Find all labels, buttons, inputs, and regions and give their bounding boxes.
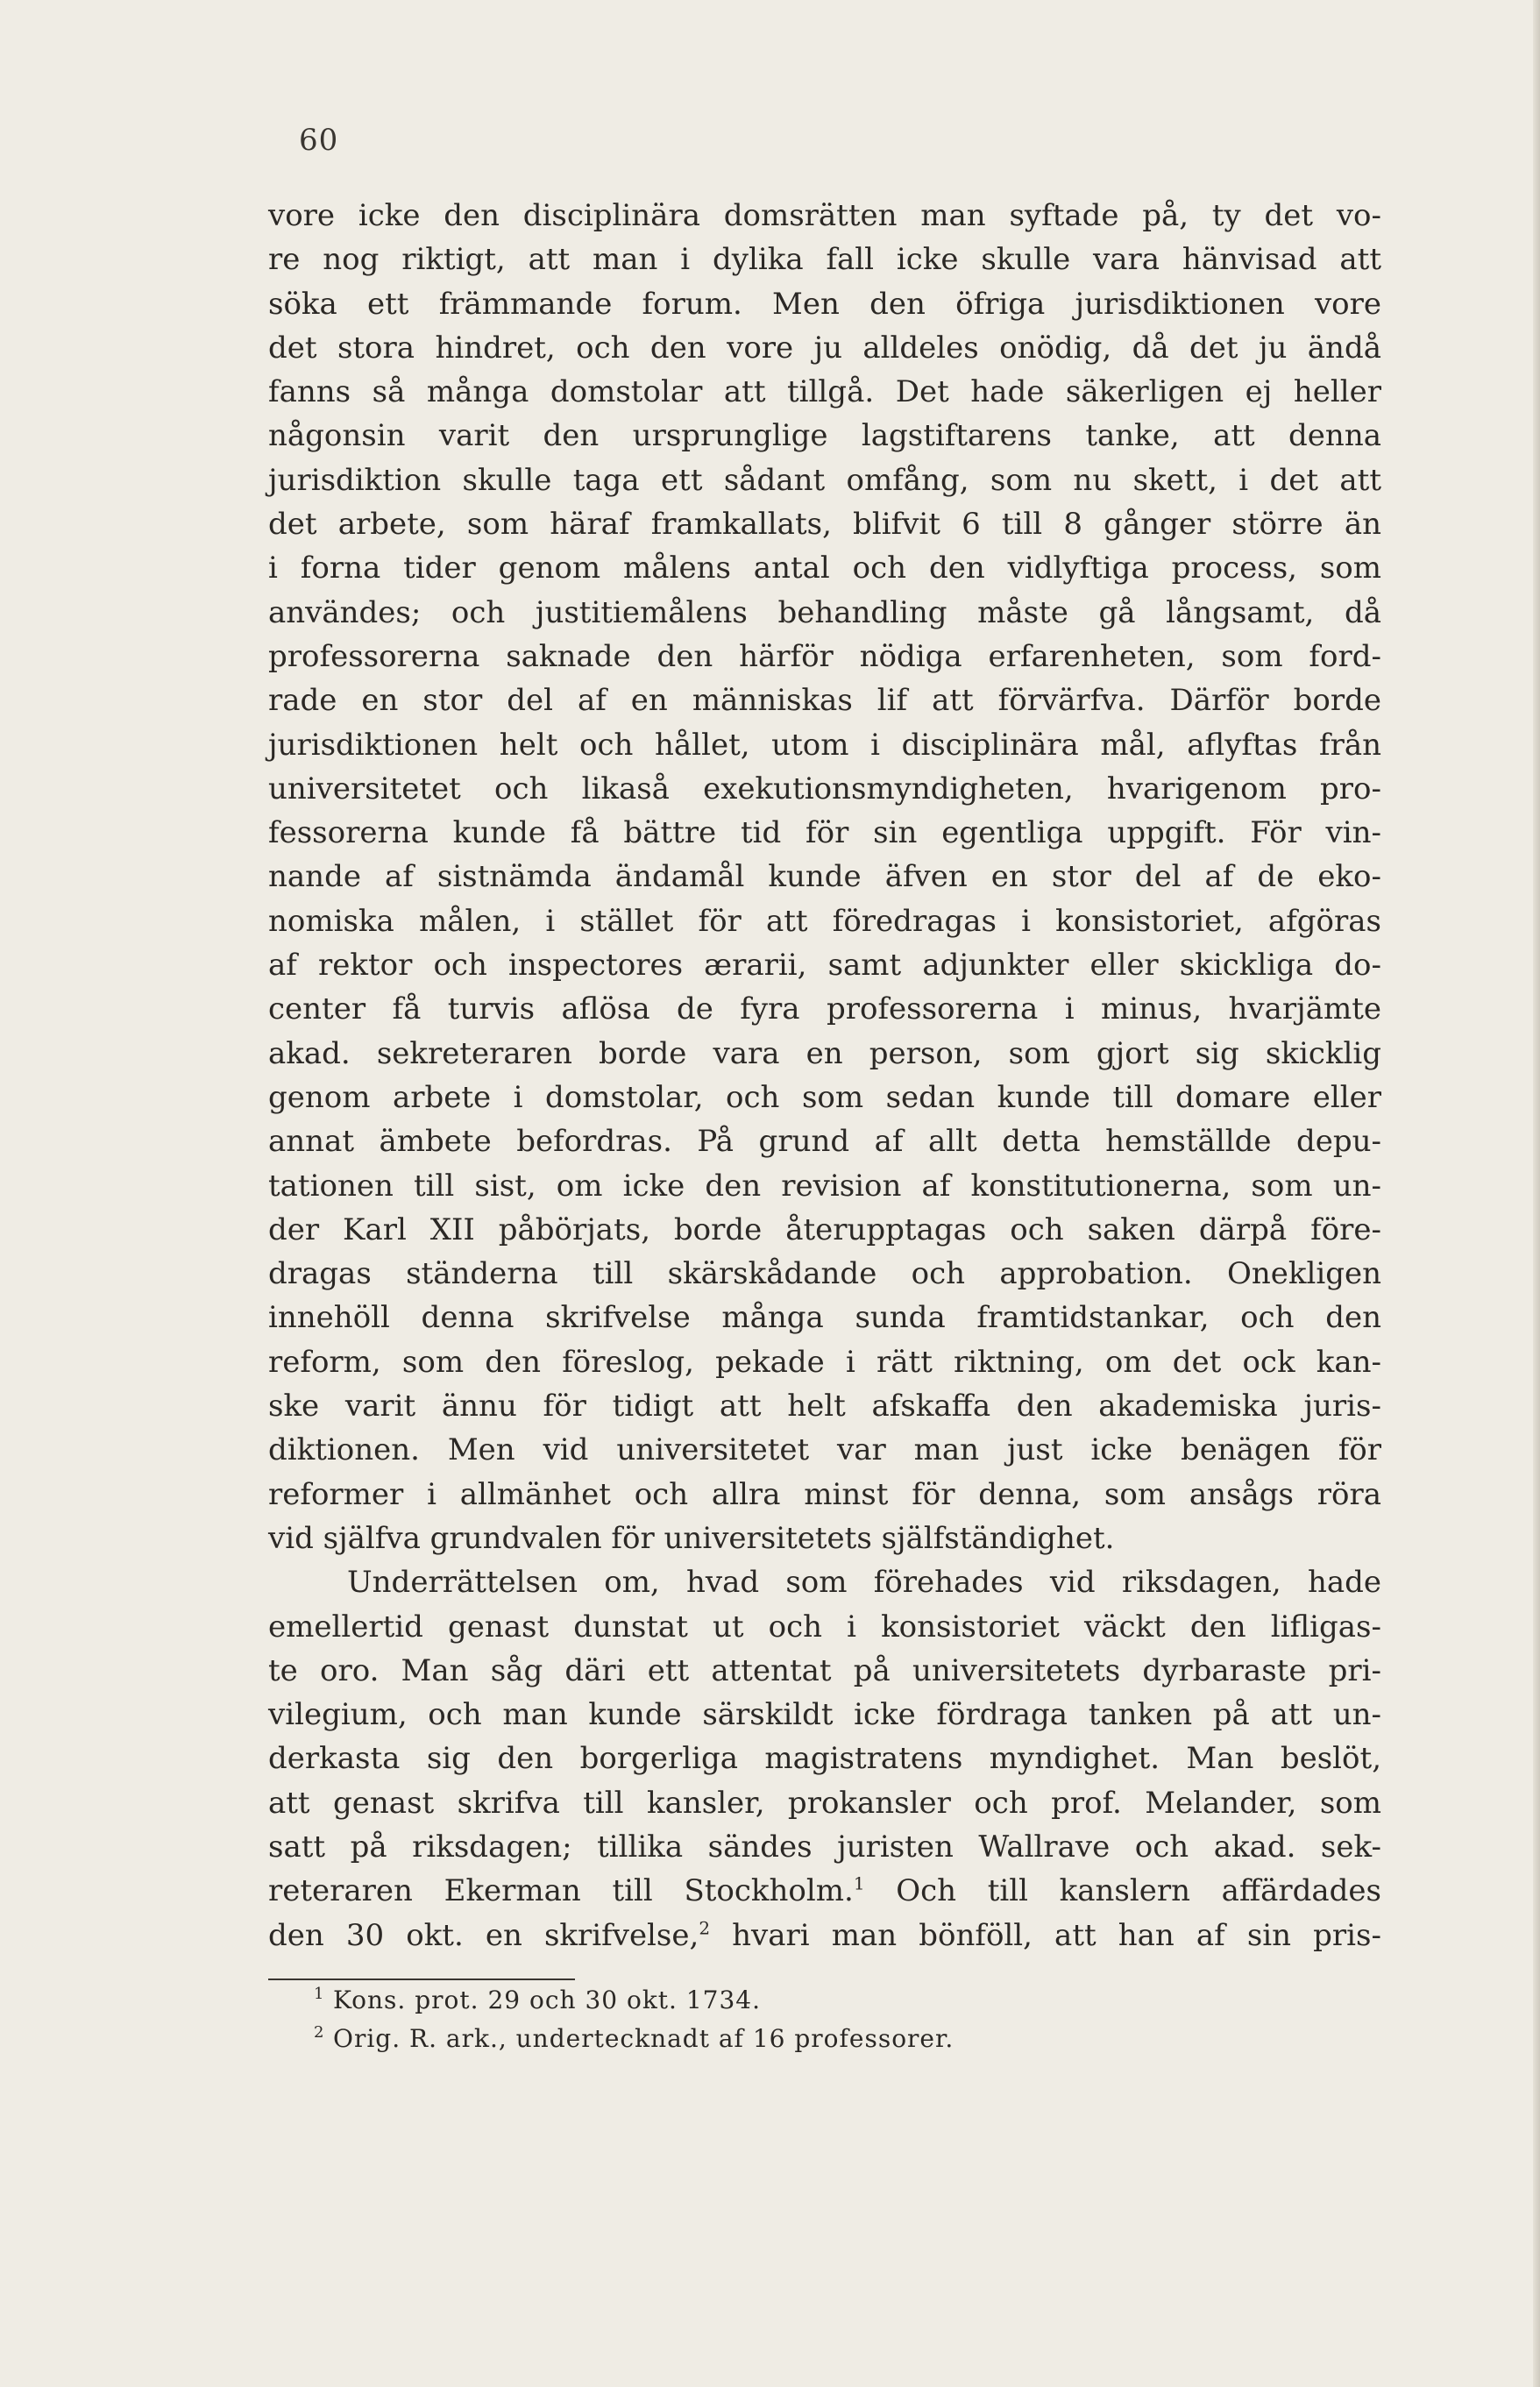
text-line: center få turvis aflösa de fyra professorerna i minus, hvarjämte bbox=[268, 991, 1381, 1027]
footnote-text: Kons. prot. 29 och 30 okt. 1734. bbox=[333, 1986, 762, 2014]
footnote-mark: 1 bbox=[314, 1985, 325, 2003]
footnote-marker: 1 bbox=[853, 1872, 865, 1894]
text-line: rade en stor del af en människas lif att förvärfva. Därför borde bbox=[268, 683, 1381, 719]
text-line: akad. sekreteraren borde vara en person, som gjort sig skicklig bbox=[268, 1035, 1381, 1071]
text-line: någonsin varit den ursprunglige lagstiftarens tanke, att denna bbox=[268, 418, 1381, 454]
text-line: diktionen. Men vid universitetet var man just icke benägen för bbox=[268, 1432, 1381, 1468]
text-line: emellertid genast dunstat ut och i konsistoriet väckt den lifligas- bbox=[268, 1609, 1381, 1645]
text-line: det arbete, som häraf framkallats, blifvit 6 till 8 gånger större än bbox=[268, 507, 1381, 543]
body-text bbox=[268, 194, 1381, 1957]
text-line: innehöll denna skrifvelse många sunda framtidstankar, och den bbox=[268, 1300, 1381, 1336]
text-line: universitetet och likaså exekutionsmyndigheten, hvarigenom pro- bbox=[268, 771, 1381, 806]
text-line: annat ämbete befordras. På grund af allt detta hemställde depu- bbox=[268, 1124, 1381, 1160]
text-line: af rektor och inspectores ærarii, samt adjunkter eller skickliga do- bbox=[268, 948, 1381, 984]
text-line: professorerna saknade den härför nödiga erfarenheten, som ford- bbox=[268, 638, 1381, 674]
text-line: i forna tider genom målens antal och den vidlyftiga process, som bbox=[268, 551, 1381, 586]
text-line: vilegium, och man kunde särskildt icke fördraga tanken på att un- bbox=[268, 1697, 1381, 1733]
text-line: reform, som den föreslog, pekade i rätt riktning, om det ock kan- bbox=[268, 1344, 1381, 1380]
text-line: derkasta sig den borgerliga magistratens myndighet. Man beslöt, bbox=[268, 1741, 1381, 1777]
text-line: tationen till sist, om icke den revision af konstitutionerna, som un- bbox=[268, 1168, 1381, 1204]
text-line: reformer i allmänhet och allra minst för denna, som ansågs röra bbox=[268, 1476, 1381, 1512]
text-line: dragas ständerna till skärskådande och approbation. Onekligen bbox=[268, 1256, 1381, 1292]
text-line: fessorerna kunde få bättre tid för sin egentliga uppgift. För vin- bbox=[268, 815, 1381, 851]
paragraph-2 bbox=[268, 1560, 1381, 1957]
footnotes bbox=[314, 1981, 1297, 2058]
text-line: vid själfva grundvalen för universitetets själfständighet. bbox=[268, 1520, 1115, 1556]
footnote-marker: 2 bbox=[699, 1917, 711, 1939]
text-line: jurisdiktionen helt och hållet, utom i disciplinära mål, aflyftas från bbox=[268, 727, 1381, 763]
text-line: genom arbete i domstolar, och som sedan kunde till domare eller bbox=[268, 1079, 1381, 1115]
page-edge bbox=[1533, 0, 1540, 2387]
text-line: Underrättelsen om, hvad som förehades vid riksdagen, hade bbox=[347, 1565, 1381, 1601]
footnote-2 bbox=[314, 2020, 1297, 2058]
footnote-1 bbox=[314, 1981, 1297, 2020]
text-line: det stora hindret, och den vore ju alldeles onödig, då det ju ändå bbox=[268, 330, 1381, 366]
footnote-rule bbox=[268, 1979, 575, 1980]
text-line: att genast skrifva till kansler, prokansler och prof. Melander, som bbox=[268, 1785, 1381, 1821]
text-line: te oro. Man såg däri ett attentat på universitetets dyrbaraste pri- bbox=[268, 1652, 1381, 1688]
text-line: satt på riksdagen; tillika sändes juristen Wallrave och akad. sek- bbox=[268, 1829, 1381, 1865]
page-number: 60 bbox=[299, 123, 339, 158]
text-line: söka ett främmande forum. Men den öfriga jurisdiktionen vore bbox=[268, 286, 1381, 322]
text-line: vore icke den disciplinära domsrätten man syftade på, ty det vo- bbox=[268, 198, 1381, 233]
text-line: ske varit ännu för tidigt att helt afskaffa den akademiska juris- bbox=[268, 1389, 1381, 1424]
text-line: reteraren Ekerman till Stockholm.$^1$ Och till kanslern affärdades bbox=[268, 1872, 1381, 1909]
paragraph-1 bbox=[268, 194, 1381, 1560]
text-line: nande af sistnämda ändamål kunde äfven en stor del af de eko- bbox=[268, 859, 1381, 895]
footnote-mark: 2 bbox=[314, 2023, 325, 2042]
text-line: re nog riktigt, att man i dylika fall icke skulle vara hänvisad att bbox=[268, 242, 1381, 278]
text-line: jurisdiktion skulle taga ett sådant omfång, som nu skett, i det att bbox=[268, 462, 1381, 498]
text-line: den 30 okt. en skrifvelse,$^2$ hvari man bönföll, att han af sin pris- bbox=[268, 1917, 1381, 1953]
text-line: användes; och justitiemålens behandling måste gå långsamt, då bbox=[268, 594, 1381, 630]
text-line: nomiska målen, i stället för att föredragas i konsistoriet, afgöras bbox=[268, 903, 1381, 939]
footnote-text: Orig. R. ark., undertecknadt af 16 professorer. bbox=[333, 2024, 955, 2053]
text-line: der Karl XII påbörjats, borde återupptagas och saken därpå före- bbox=[268, 1211, 1381, 1247]
text-line: fanns så många domstolar att tillgå. Det hade säkerligen ej heller bbox=[268, 374, 1381, 410]
